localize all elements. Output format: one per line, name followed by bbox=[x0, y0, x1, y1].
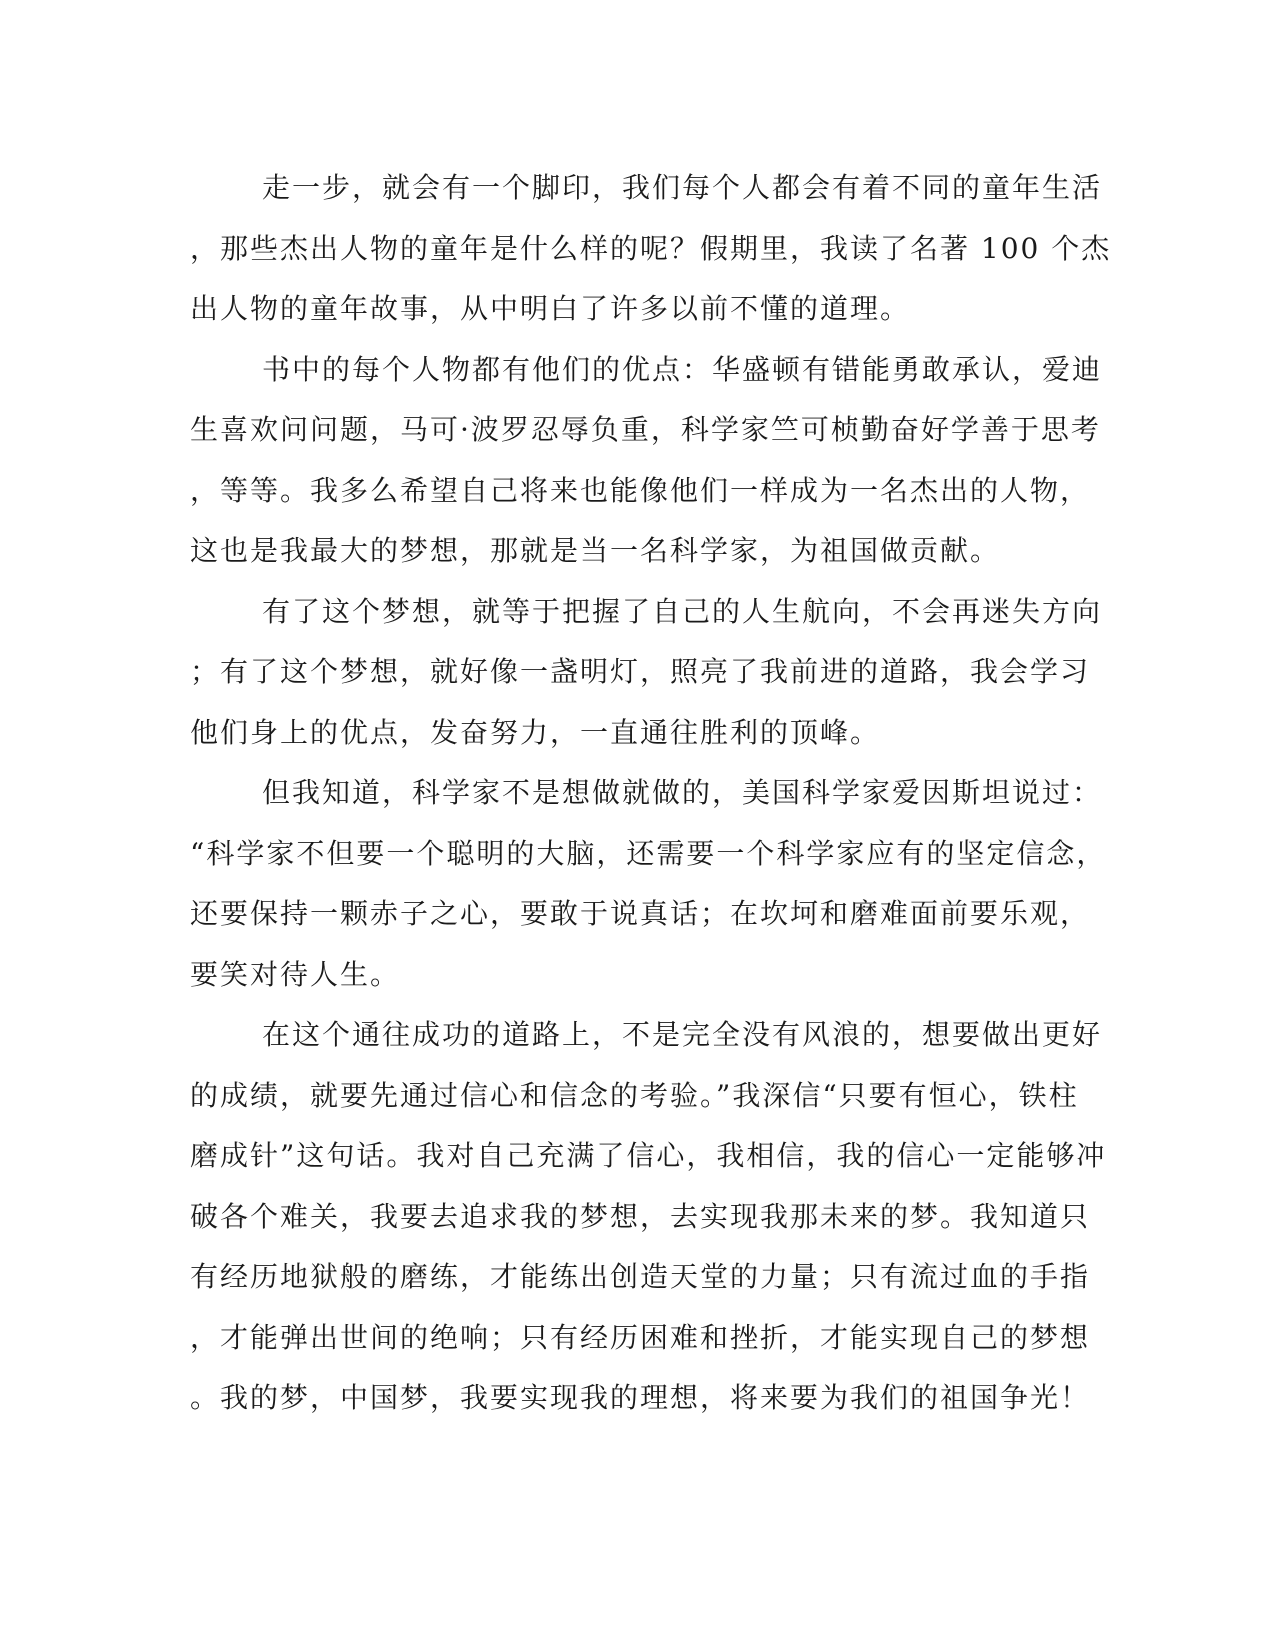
text-line: 但我知道，科学家不是想做就做的，美国科学家爱因斯坦说过： bbox=[262, 776, 1103, 809]
text-line: 要笑对待人生。 bbox=[190, 957, 401, 991]
text-line: ；有了这个梦想，就好像一盏明灯，照亮了我前进的道路，我会学习 bbox=[190, 655, 1091, 688]
text-line: 他们身上的优点，发奋努力，一直通往胜利的顶峰。 bbox=[190, 715, 881, 749]
text-line: 磨成针”这句话。我对自己充满了信心，我相信，我的信心一定能够冲 bbox=[190, 1139, 1107, 1172]
text-line: 有了这个梦想，就等于把握了自己的人生航向，不会再迷失方向 bbox=[262, 594, 1103, 628]
text-line: 在这个通往成功的道路上，不是完全没有风浪的，想要做出更好 bbox=[262, 1018, 1103, 1051]
text-line: 走一步，就会有一个脚印，我们每个人都会有着不同的童年生活 bbox=[262, 171, 1103, 204]
text-line: 破各个难关，我要去追求我的梦想，去实现我那未来的梦。我知道只 bbox=[190, 1199, 1091, 1233]
text-line: 书中的每个人物都有他们的优点：华盛顿有错能勇敢承认，爱迪 bbox=[262, 352, 1103, 386]
text-line: 的成绩，就要先通过信心和信念的考验。”我深信“只要有恒心，铁柱 bbox=[190, 1078, 1079, 1112]
text-line: ，才能弹出世间的绝响；只有经历困难和挫折，才能实现自己的梦想 bbox=[190, 1320, 1091, 1354]
body-text bbox=[190, 158, 1112, 1429]
text-line: 。我的梦，中国梦，我要实现我的理想，将来要为我们的祖国争光！ bbox=[190, 1381, 1091, 1414]
text-line: 出人物的童年故事，从中明白了许多以前不懂的道理。 bbox=[190, 292, 911, 325]
text-line: “科学家不但要一个聪明的大脑，还需要一个科学家应有的坚定信念， bbox=[190, 836, 1107, 870]
text-line: 还要保持一颗赤子之心，要敢于说真话；在坎坷和磨难面前要乐观， bbox=[190, 897, 1091, 930]
text-line: 生喜欢问问题，马可·波罗忍辱负重，科学家竺可桢勤奋好学善于思考 bbox=[190, 413, 1101, 446]
text-line: ，等等。我多么希望自己将来也能像他们一样成为一名杰出的人物， bbox=[190, 473, 1091, 507]
text-line: 有经历地狱般的磨练，才能练出创造天堂的力量；只有流过血的手指 bbox=[190, 1260, 1091, 1293]
text-line: 这也是我最大的梦想，那就是当一名科学家，为祖国做贡献。 bbox=[190, 534, 1001, 567]
text-line: ，那些杰出人物的童年是什么样的呢？假期里，我读了名著 100 个杰 bbox=[190, 231, 1112, 265]
